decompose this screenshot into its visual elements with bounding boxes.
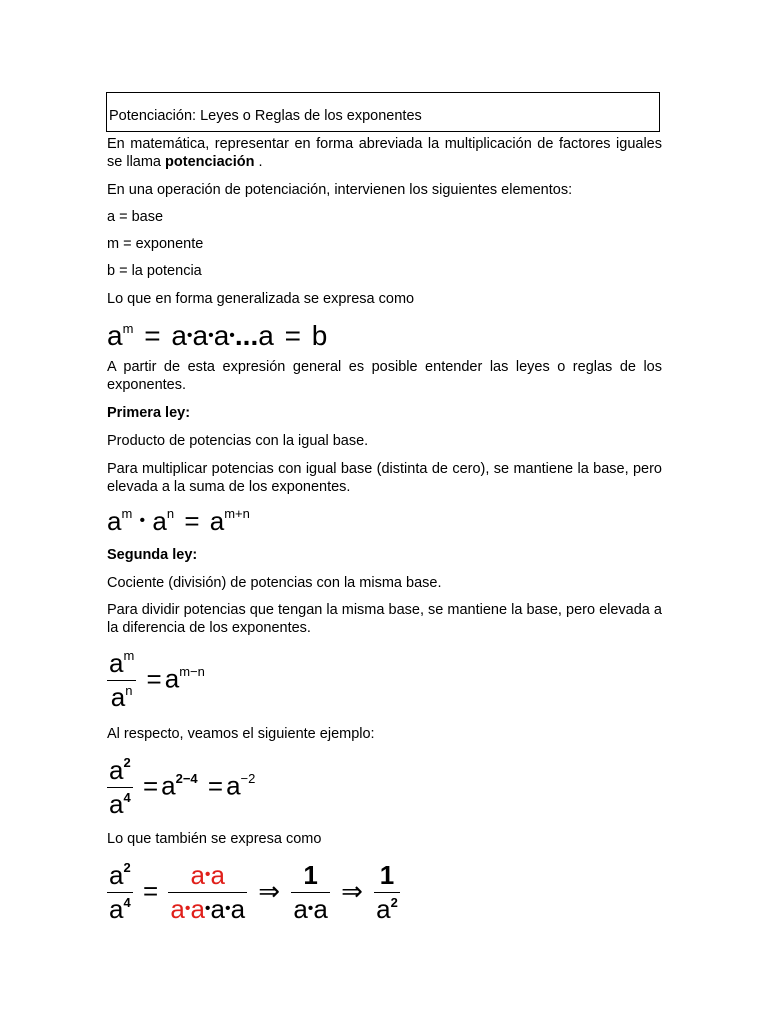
ley2-fraction: $\frac{a^m}{a^n}$ <box>109 648 135 713</box>
ley2-text: Para dividir potencias que tengan la misma base, se mantiene la base, pero elevada a la diferencia de los exponentes. <box>107 602 662 636</box>
ejemplo-formula: $\frac{a^2}{a^4}$ = $a^{2-4} = a^{-2}$ <box>109 755 256 820</box>
intro-text-end: . <box>254 154 263 170</box>
expansion-fraction-2: $\frac{a•a}{a•a•a•a}$ <box>170 860 246 925</box>
general-formula: $a^m$ = a•a•a•...a = b <box>107 320 328 351</box>
general-intro: Lo que en forma generalizada se expresa como <box>107 291 415 307</box>
intro-paragraph <box>107 135 662 171</box>
leyes-intro: A partir de esta expresión general es posible entender las leyes o reglas de los exponentes. <box>107 359 662 393</box>
ley2-formula: $\frac{a^m}{a^n}$ = $a^{m-n}$ <box>109 648 205 713</box>
definition-power: b = la potencia <box>107 263 202 279</box>
intro-text: En matemática, representar en forma abreviada la multiplicación de factores iguales se llama <box>107 136 662 170</box>
title-box <box>106 92 660 132</box>
ejemplo-intro: Al respecto, veamos el siguiente ejemplo: <box>107 726 375 742</box>
intro-bold-term: potenciación <box>165 154 255 170</box>
ley2-subtitle: Cociente (división) de potencias con la misma base. <box>107 575 442 591</box>
definition-base: a = base <box>107 209 164 225</box>
expansion-formula: $\frac{a^2}{a^4}$ = $\frac{a•a}{a•a•a•a}$ ⇒ $\frac{1}{a•a}$ ⇒ $\frac{1}{a^2}$ <box>109 860 398 925</box>
elements-intro: En una operación de potenciación, intervienen los siguientes elementos: <box>107 182 573 198</box>
definition-exponent: m = exponente <box>107 236 204 252</box>
expansion-fraction-4: $\frac{1}{a^2}$ <box>376 860 398 925</box>
ejemplo-fraction: $\frac{a^2}{a^4}$ <box>109 755 131 820</box>
ley1-subtitle: Producto de potencias con la igual base. <box>107 433 369 449</box>
ley2-heading: Segunda ley: <box>107 547 198 563</box>
ley1-text: Para multiplicar potencias con igual base (distinta de cero), se mantiene la base, pero elevada a la suma de los exponentes. <box>107 461 662 495</box>
tambien-intro: Lo que también se expresa como <box>107 831 322 847</box>
expansion-fraction-3: $\frac{1}{a•a}$ <box>293 860 328 925</box>
ley1-heading: Primera ley: <box>107 405 191 421</box>
document-title: Potenciación: Leyes o Reglas de los exponentes <box>109 108 422 124</box>
expansion-fraction-1: $\frac{a^2}{a^4}$ <box>109 860 131 925</box>
ley1-formula: $a^m$ • $a^n = a^{m+n}$ <box>107 506 250 536</box>
